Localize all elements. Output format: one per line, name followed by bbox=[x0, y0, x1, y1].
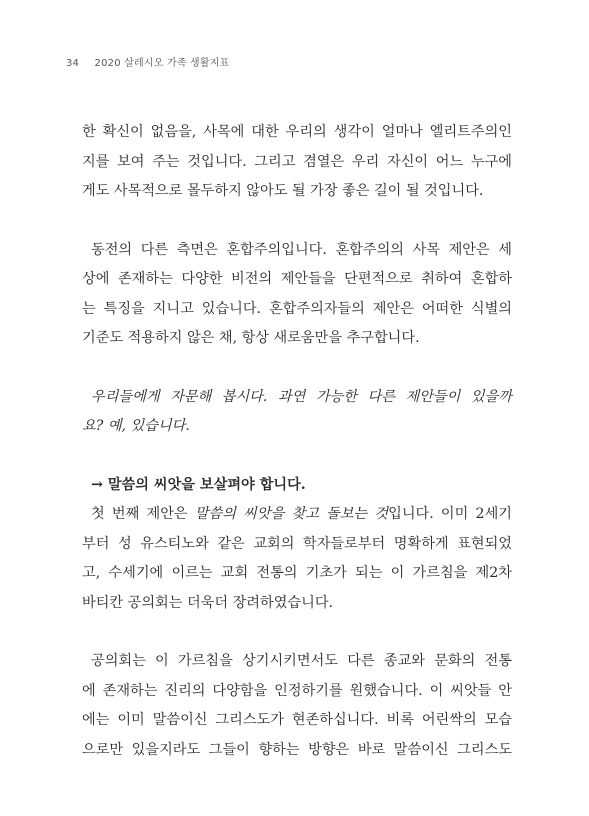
text-line: 부터 성 유스티노와 같은 교회의 학자들로부터 명확하게 표현되었 bbox=[82, 535, 512, 552]
text-line: 으로만 있을지라도 그들이 향하는 방향은 바로 말씀이신 그리스도 bbox=[82, 741, 512, 758]
paragraph-4 bbox=[82, 500, 512, 618]
text-line: 에 존재하는 진리의 다양함을 인정하기를 원했습니다. 이 씨앗들 안 bbox=[82, 682, 512, 699]
paragraph-2 bbox=[82, 236, 512, 354]
book-title: 2020 살레시오 가족 생활지표 bbox=[94, 58, 230, 69]
paragraph-1 bbox=[82, 118, 512, 207]
text-line: 동전의 다른 측면은 혼합주의입니다. 혼합주의의 사목 제안은 세 bbox=[91, 241, 512, 258]
text-line: 공의회는 이 가르침을 상기시키면서도 다른 종교와 문화의 전통 bbox=[91, 653, 512, 669]
paragraph-3-question bbox=[82, 383, 512, 442]
text-line: 지를 보여 주는 것입니다. 그리고 겸열은 우리 자신이 어느 누구에 bbox=[82, 153, 512, 170]
text-line: 요? 예, 있습니다. bbox=[82, 418, 190, 434]
paragraph-5 bbox=[82, 647, 512, 765]
text-line: 바티칸 공의회는 더욱더 장려하였습니다. bbox=[82, 594, 334, 611]
text-line: 에는 이미 말씀이신 그리스도가 현존하십니다. 비록 어린싹의 모습 bbox=[82, 712, 512, 728]
text-run: 입니다. 이미 2세기 bbox=[388, 506, 512, 522]
text-line: 고, 수세기에 이르는 교회 전통의 기초가 되는 이 가르침을 제2차 bbox=[82, 565, 512, 581]
emphasized-text: 말씀의 씨앗을 찾고 돌보는 것 bbox=[194, 506, 389, 522]
section-heading: → 말씀의 씨앗을 보살펴야 합니다. bbox=[91, 476, 306, 493]
text-line: 한 확신이 없음을, 사목에 대한 우리의 생각이 얼마나 엘리트주의인 bbox=[82, 124, 512, 140]
page-number: 34 bbox=[66, 58, 80, 69]
text-line: 게도 사목적으로 몰두하지 않아도 될 가장 좋은 길이 될 것입니다. bbox=[82, 183, 484, 199]
text-run: 첫 번째 제안은 bbox=[91, 506, 195, 522]
text-line: 우리들에게 자문해 봅시다. 과연 가능한 다른 제안들이 있을까 bbox=[91, 388, 512, 405]
running-header bbox=[66, 54, 230, 69]
text-line: 상에 존재하는 다양한 비전의 제안들을 단편적으로 취하여 혼합하 bbox=[82, 271, 512, 287]
text-line: 기준도 적용하지 않은 채, 항상 새로움만을 추구합니다. bbox=[82, 330, 420, 346]
page-body bbox=[82, 118, 512, 765]
text-line bbox=[82, 500, 512, 530]
text-line: 는 특징을 지니고 있습니다. 혼합주의자들의 제안은 어떠한 식별의 bbox=[82, 300, 512, 317]
